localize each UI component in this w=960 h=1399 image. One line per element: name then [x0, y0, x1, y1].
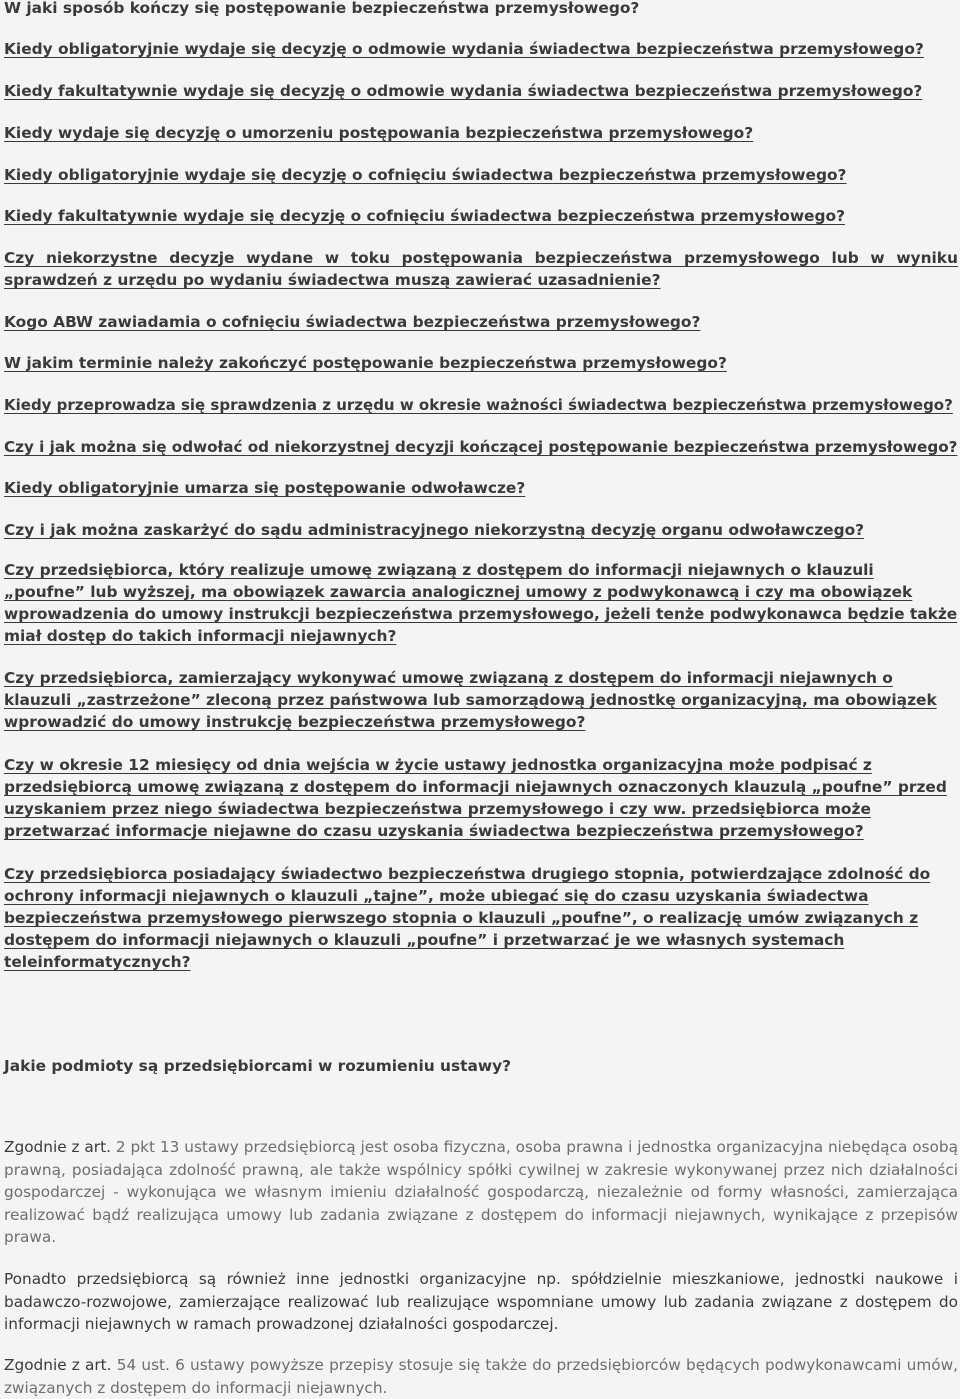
question-link[interactable]: Kogo ABW zawiadamia o cofnięciu świadectwa bezpieczeństwa przemysłowego?: [4, 313, 701, 331]
question-link[interactable]: Kiedy fakultatywnie wydaje się decyzję o cofnięciu świadectwa bezpieczeństwa przemysłowego?: [4, 207, 846, 225]
question-link[interactable]: Czy i jak można zaskarżyć do sądu administracyjnego niekorzystną decyzję organu odwoławczego?: [4, 521, 865, 539]
question-link[interactable]: Czy niekorzystne decyzje wydane w toku postępowania bezpieczeństwa przemysłowego lub w wyniku sprawdzeń z urzędu po wydaniu świadectwa muszą zawierać uzasadnienie?: [4, 249, 958, 289]
question-link[interactable]: Kiedy wydaje się decyzję o umorzeniu postępowania bezpieczeństwa przemysłowego?: [4, 124, 754, 142]
question-link[interactable]: Czy przedsiębiorca posiadający świadectwo bezpieczeństwa drugiego stopnia, potwierdzające zdolność do ochrony informacji niejawnych o klauzuli „tajne”, może ubiegać się do czasu uzyskania świadectwa bezpieczeństwa przemysłowego pierwszego stopnia o klauzuli „poufne”, o realizację umów związanych z dostępem do informacji niejawnych o klauzuli „poufne” i przetwarzać je we własnych systemach teleinformatycznych?: [4, 865, 931, 971]
question-link[interactable]: Kiedy obligatoryjnie umarza się postępowanie odwoławcze?: [4, 479, 526, 497]
question-link[interactable]: Kiedy obligatoryjnie wydaje się decyzję o cofnięciu świadectwa bezpieczeństwa przemysłowego?: [4, 166, 847, 184]
question-link[interactable]: W jaki sposób kończy się postępowanie bezpieczeństwa przemysłowego?: [4, 0, 640, 17]
question-link[interactable]: Czy przedsiębiorca, zamierzający wykonywać umowę związaną z dostępem do informacji niejawnych o klauzuli „zastrzeżone” zleconą przez państwowa lub samorządową jednostkę organizacyjną, ma obowiązek wprowadzić do umowy instrukcję bezpieczeństwa przemysłowego?: [4, 669, 937, 731]
paragraph: [4, 1136, 958, 1249]
paragraph: Ponadto przedsiębiorcą są również inne jednostki organizacyjne np. spółdzielnie mieszkaniowe, jednostki naukowe i badawczo-rozwojowe, zamierzające realizować lub realizujące wspomniane umowy lub zadania związane z dostępem do informacji niejawnych w ramach prowadzonej działalności gospodarczej.: [4, 1270, 958, 1333]
paragraph: [4, 1354, 958, 1399]
question-link[interactable]: Kiedy przeprowadza się sprawdzenia z urzędu w okresie ważności świadectwa bezpieczeństwa przemysłowego?: [4, 396, 953, 414]
article-link[interactable]: 54 ust. 6 ustawy powyższe przepisy stosuje się także do przedsiębiorców będących podwykonawcami umów, związanych z dostępem do informacji niejawnych.: [4, 1356, 958, 1397]
question-link[interactable]: Czy przedsiębiorca, który realizuje umowę związaną z dostępem do informacji niejawnych o klauzuli „poufne” lub wyższej, ma obowiązek zawarcia analogicznej umowy z podwykonawcą i czy ma obowiązek wprowadzenia do umowy instrukcji bezpieczeństwa przemysłowego, jeżeli tenże podwykonawca będzie także miał dostęp do takich informacji niejawnych?: [4, 561, 958, 645]
article-link[interactable]: 2 pkt 13 ustawy przedsiębiorcą jest osoba fizyczna, osoba prawna i jednostka organizacyjna niebędąca osobą prawną, posiadająca zdolność prawną, ale także wspólnicy spółki cywilnej w zakresie wykonywanej przez nich działalności gospodarczej - wykonująca we własnym imieniu działalność gospodarczą, niezależnie od formy własności, zamierzająca realizować bądź realizująca umowy lub zadania związane z dostępem do informacji niejawnych, wynikające z przepisów prawa.: [4, 1138, 958, 1246]
question-link[interactable]: Kiedy obligatoryjnie wydaje się decyzję o odmowie wydania świadectwa bezpieczeństwa przemysłowego?: [4, 40, 924, 58]
paragraph-lead: Zgodnie z art.: [4, 1356, 112, 1374]
paragraph-lead: Zgodnie z art.: [4, 1138, 111, 1156]
question-link[interactable]: Czy i jak można się odwołać od niekorzystnej decyzji kończącej postępowanie bezpieczeństwa przemysłowego?: [4, 438, 958, 456]
question-link[interactable]: Kiedy fakultatywnie wydaje się decyzję o odmowie wydania świadectwa bezpieczeństwa przemysłowego?: [4, 82, 923, 100]
question-link[interactable]: Czy w okresie 12 miesięcy od dnia wejścia w życie ustawy jednostka organizacyjna może podpisać z przedsiębiorcą umowę związaną z dostępem do informacji niejawnych oznaczonych klauzulą „poufne” przed uzyskaniem przez niego świadectwa bezpieczeństwa przemysłowego i czy ww. przedsiębiorca może przetwarzać informacje niejawne do czasu uzyskania świadectwa bezpieczeństwa przemysłowego?: [4, 756, 947, 840]
section-title: Jakie podmioty są przedsiębiorcami w rozumieniu ustawy?: [4, 1057, 512, 1075]
question-link[interactable]: W jakim terminie należy zakończyć postępowanie bezpieczeństwa przemysłowego?: [4, 354, 727, 372]
